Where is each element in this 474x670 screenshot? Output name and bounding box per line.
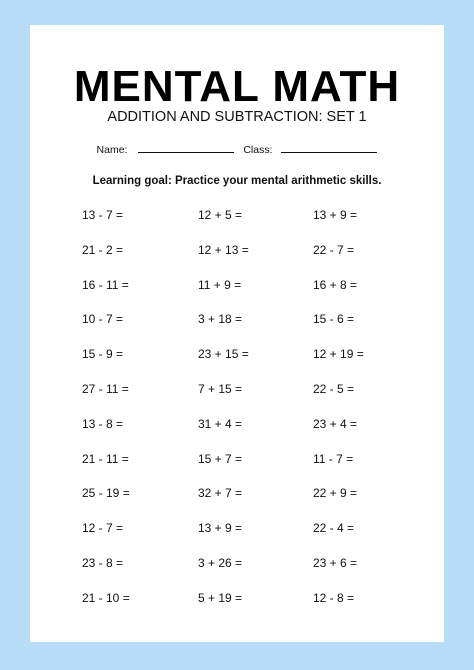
worksheet-subtitle: ADDITION AND SUBTRACTION: SET 1 <box>107 109 367 125</box>
math-problem: 23 - 8 = <box>82 556 124 570</box>
math-problem: 23 + 15 = <box>198 347 249 362</box>
math-problem: 3 + 18 = <box>198 312 243 327</box>
math-problem: 31 + 4 = <box>198 416 243 431</box>
math-problem: 13 - 8 = <box>82 416 124 431</box>
math-problem: 13 + 9 = <box>313 208 358 222</box>
learning-goal: Learning goal: Practice your mental arithmetic skills. <box>92 175 382 187</box>
math-problem: 25 - 19 = <box>82 486 130 501</box>
problem-grid <box>30 25 444 642</box>
math-problem: 22 - 5 = <box>313 382 355 396</box>
math-problem: 3 + 26 = <box>198 556 243 570</box>
math-problem: 15 - 9 = <box>82 347 124 362</box>
name-label: Name: <box>96 144 128 156</box>
math-problem: 27 - 11 = <box>82 382 129 396</box>
math-problem: 12 + 13 = <box>198 242 249 257</box>
math-problem: 15 - 6 = <box>313 312 355 327</box>
math-problem: 16 + 8 = <box>313 277 358 292</box>
worksheet-title: MENTAL MATH <box>73 62 401 111</box>
math-problem: 12 - 7 = <box>82 521 124 536</box>
math-problem: 11 - 7 = <box>313 451 354 466</box>
math-problem: 12 - 8 = <box>313 590 355 605</box>
math-problem: 22 - 4 = <box>313 521 355 536</box>
math-problem: 7 + 15 = <box>198 382 243 396</box>
worksheet-sheet <box>30 25 444 642</box>
math-problem: 12 + 5 = <box>198 208 243 222</box>
math-problem: 32 + 7 = <box>198 486 243 501</box>
math-problem: 21 - 10 = <box>82 590 130 605</box>
math-problem: 16 - 11 = <box>82 277 129 292</box>
math-problem: 22 + 9 = <box>313 486 358 501</box>
math-problem: 21 - 2 = <box>82 242 124 257</box>
math-problem: 5 + 19 = <box>198 590 243 605</box>
math-problem: 21 - 11 = <box>82 451 129 466</box>
class-label: Class: <box>243 144 273 156</box>
math-problem: 13 + 9 = <box>198 521 243 536</box>
math-problem: 10 - 7 = <box>82 312 124 327</box>
math-problem: 15 + 7 = <box>198 451 243 466</box>
math-problem: 11 + 9 = <box>198 277 242 292</box>
math-problem: 12 + 19 = <box>313 347 364 362</box>
math-problem: 22 - 7 = <box>313 242 355 257</box>
math-problem: 23 + 4 = <box>313 416 358 431</box>
math-problem: 13 - 7 = <box>82 208 124 222</box>
math-problem: 23 + 6 = <box>313 556 358 570</box>
